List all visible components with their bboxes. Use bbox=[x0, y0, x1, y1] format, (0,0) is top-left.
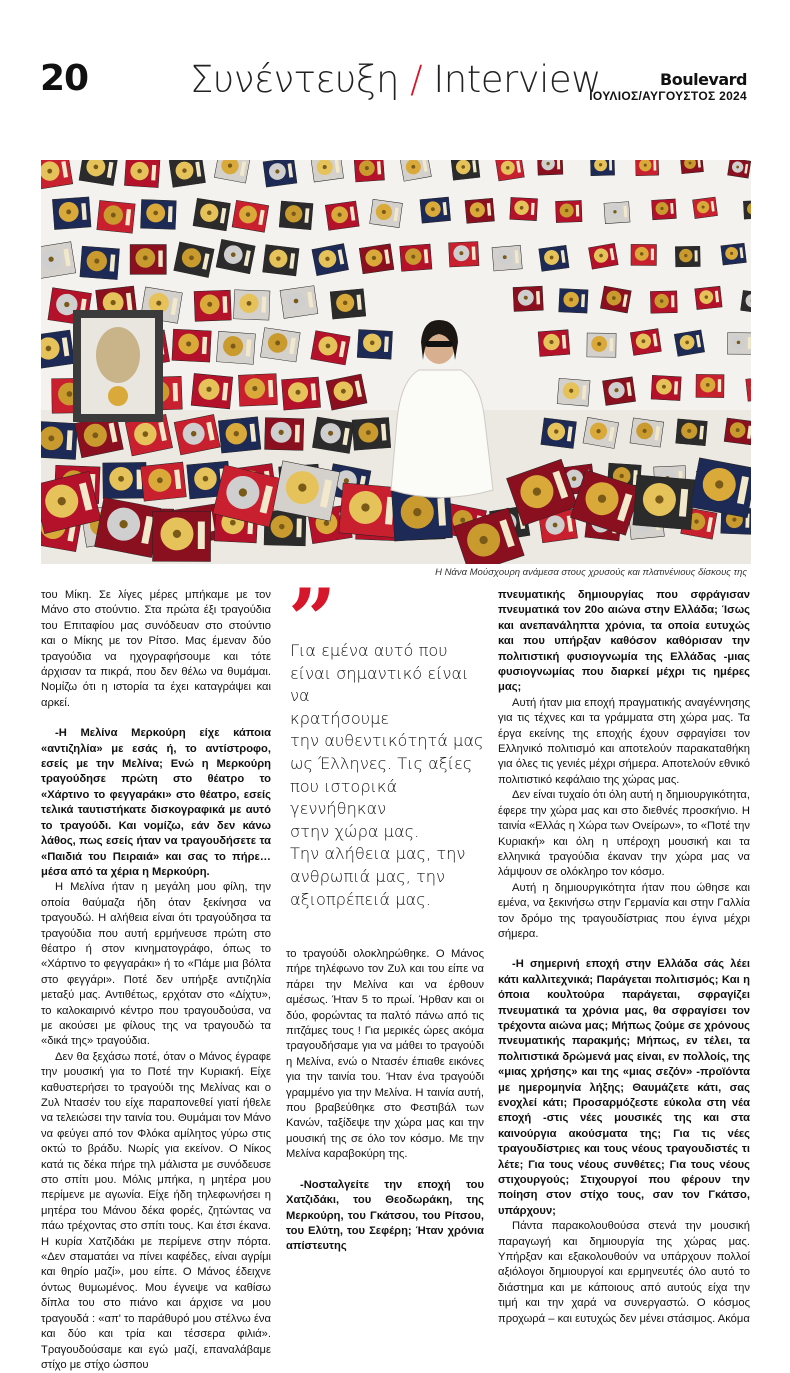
framed-record bbox=[631, 244, 657, 265]
framed-record bbox=[169, 160, 205, 187]
brand-name: Boulevard bbox=[660, 70, 747, 89]
framed-record bbox=[124, 160, 160, 188]
framed-record bbox=[263, 245, 299, 276]
article-column-2 bbox=[286, 947, 484, 1255]
paragraph: Αυτή ήταν μια εποχή πραγματικής αναγέννησης για τις τέχνες και τα γράμματα στη χώρα μας. Τα έργα εκείνης της εποχής έχουν σφραγίσει τον Ελληνικό πολιτισμό και αποτελούν παρακαταθήκη για όλες τις γενιές μέχρι σήμερα. Αποτελούν εθνικό πολιτιστικό κεφάλαιο της χώρας μας. bbox=[498, 696, 750, 786]
framed-record bbox=[721, 243, 747, 265]
framed-record bbox=[357, 329, 392, 359]
framed-record bbox=[600, 286, 631, 313]
framed-record bbox=[538, 330, 570, 357]
framed-record bbox=[191, 373, 233, 408]
framed-record bbox=[265, 418, 304, 451]
article-column-3 bbox=[498, 588, 750, 1327]
framed-record bbox=[153, 511, 211, 561]
interview-question: -Νοσταλγείτε την εποχή του Χατζιδάκι, του Θεοδωράκη, της Μερκούρη, του Γκάτσου, του Ρίτσου, του Ελύτη, του Σεφέρη; Ήταν χρόνια απίστευτης bbox=[286, 1178, 484, 1253]
page-number: 20 bbox=[40, 58, 89, 99]
framed-record bbox=[537, 160, 563, 175]
framed-record bbox=[633, 475, 695, 530]
paragraph: Πάντα παρακολουθούσα στενά την μουσική παραγωγή και δημιουργία της χώρας μας. Υπήρξαν και εξακολουθούν να υπάρχουν πολλοί αξιόλογοι δημιουργοί και ερμηνευτές όλο αυτό το διάστημα και με κάποιους από αυτούς είχα την τιμή και την χαρά να συνεργαστώ. Ο κόσμος προχωρά – και ευτυχώς δεν μένει στάσιμος. Ακόμα bbox=[498, 1220, 750, 1325]
framed-record bbox=[728, 160, 751, 178]
paragraph: Αυτή η δημιουργικότητα ήταν που ώθησε και εμένα, να ξεκινήσω στην Γερμανία και στην Γαλλία τον δρόμο της τραγουδίστριας που έγινα μέχρι σήμερα. bbox=[498, 881, 750, 940]
framed-record bbox=[263, 160, 297, 187]
interview-question: πνευματικής δημιουργίας που σφράγισαν πνευματικά τον 20ο αιώνα στην Ελλάδα; Ίσως και ανεπανάληπτα χρόνια, τα οποία ευτυχώς και που υπήρξαν καθόσον καθόρισαν την πολιτιστική φυσιογνωμία της Ελλάδας -μιας φυσιογνωμίας που διαρκεί μέχρι τις ημέρες μας; bbox=[498, 589, 750, 694]
framed-record bbox=[194, 290, 231, 321]
framed-record bbox=[588, 243, 618, 269]
section-title-greek: Συνέντευξη bbox=[190, 58, 399, 101]
pull-quote-line: Για εμένα αυτό που bbox=[290, 641, 448, 660]
framed-record bbox=[603, 377, 636, 406]
framed-record bbox=[420, 197, 451, 223]
framed-record bbox=[695, 286, 722, 309]
pull-quote-line: στην χώρα μας. bbox=[290, 821, 420, 841]
framed-record bbox=[103, 462, 147, 498]
framed-record bbox=[652, 199, 677, 220]
framed-record bbox=[451, 160, 480, 180]
framed-record bbox=[141, 200, 177, 230]
framed-record bbox=[727, 333, 751, 355]
framed-record bbox=[556, 200, 583, 222]
paragraph: του Μίκη. Σε λίγες μέρες μπήκαμε με τον Μάνο στο στούντιο. Στα πρώτα έξι τραγούδια του Επιταφίου μας συνόδευαν στο στούντιο και ο Μίκης με τον Ρίτσο. Μας έμεναν δύο τραγούδια να ηχογραφήσουμε και τότε άρχισαν τα πικρά, που δεν θέλω να θυμάμαι. Νομίζω ότι η ιστορία τα έχει καταγράψει και αρκεί. bbox=[41, 589, 271, 709]
framed-record bbox=[312, 244, 349, 276]
portrait-frame bbox=[73, 310, 163, 422]
framed-record bbox=[680, 160, 703, 174]
framed-record bbox=[590, 160, 614, 176]
article-photo bbox=[41, 160, 751, 564]
framed-record bbox=[513, 286, 543, 311]
framed-record bbox=[130, 244, 166, 274]
framed-record bbox=[496, 160, 525, 181]
framed-record bbox=[400, 244, 432, 271]
framed-record bbox=[557, 378, 590, 406]
framed-record bbox=[97, 200, 135, 233]
framed-record bbox=[630, 418, 664, 447]
issue-date: ΙΟΥΛΙΟΣ/ΑΥΓΟΥΣΤΟΣ 2024 bbox=[589, 89, 747, 103]
paragraph: Δεν είναι τυχαίο ότι όλη αυτή η δημιουργικότητα, έφερε την χώρα μας και στο διεθνές προσκήνιο. Η ταινία «Ελλάς η Χώρα των Ονείρων», το «Ποτέ την Κυριακή» και όλη η υπέροχη μουσική και τα ελληνικά τραγούδια έκαναν την χώρα μας να λάμψουν σε ολόκληρο τον κόσμο. bbox=[498, 789, 750, 879]
gold-records-photo bbox=[41, 160, 751, 564]
framed-record bbox=[690, 458, 751, 518]
framed-record bbox=[41, 421, 77, 459]
section-title bbox=[190, 58, 601, 101]
framed-record bbox=[541, 418, 577, 449]
pull-quote-line: ως Έλληνες. Τις αξίες bbox=[290, 753, 473, 773]
pull-quote-line: Την αλήθεια μας, την bbox=[290, 844, 466, 864]
article-column-1 bbox=[41, 588, 271, 1373]
framed-record bbox=[140, 462, 186, 501]
framed-record bbox=[80, 246, 120, 280]
pull-quote-line: που ιστορικά γεννήθηκαν bbox=[290, 776, 398, 819]
pull-quote-line: ανθρωπιά μας, την bbox=[290, 866, 446, 886]
framed-record bbox=[218, 417, 261, 453]
framed-record bbox=[743, 200, 751, 219]
framed-record bbox=[674, 330, 704, 356]
pull-quote-line: την αυθεντικότητά μας bbox=[290, 731, 484, 751]
framed-record bbox=[635, 160, 658, 176]
framed-record bbox=[41, 242, 76, 279]
framed-record bbox=[216, 331, 255, 364]
framed-record bbox=[193, 198, 230, 231]
framed-record bbox=[510, 197, 538, 220]
framed-record bbox=[330, 289, 366, 319]
framed-record bbox=[539, 245, 569, 271]
framed-record bbox=[282, 377, 321, 410]
framed-record bbox=[559, 289, 588, 314]
framed-record bbox=[234, 290, 270, 320]
framed-record bbox=[693, 197, 718, 219]
framed-record bbox=[325, 201, 359, 230]
framed-record bbox=[95, 497, 161, 557]
framed-record bbox=[238, 374, 277, 407]
framed-record bbox=[232, 200, 269, 232]
framed-record bbox=[273, 461, 340, 521]
framed-record bbox=[370, 199, 403, 227]
framed-record bbox=[260, 328, 300, 362]
framed-record bbox=[492, 245, 522, 271]
framed-record bbox=[650, 291, 677, 313]
quote-mark-icon: ” bbox=[288, 570, 337, 669]
framed-record bbox=[41, 330, 75, 369]
framed-record bbox=[280, 286, 318, 319]
framed-record bbox=[312, 417, 354, 453]
framed-record bbox=[724, 418, 751, 445]
framed-record bbox=[465, 198, 495, 223]
pull-quote-line: κρατήσουμε bbox=[290, 708, 390, 728]
pull-quote-line: αξιοπρέπειά μας. bbox=[290, 889, 431, 909]
framed-record bbox=[604, 202, 630, 224]
framed-record bbox=[651, 375, 681, 400]
framed-record bbox=[630, 329, 661, 356]
framed-record bbox=[675, 246, 700, 267]
framed-record bbox=[52, 197, 91, 230]
paragraph: το τραγούδι ολοκληρώθηκε. Ο Μάνος πήρε τηλέφωνο τον Ζυλ και του είπε να πάρει την Μελίνα και να έρθουν αμέσως. Ήταν 5 το πρωί. Ήρθαν και οι δύο, φορώντας τα παλτό πάνω από τις πιτζάμες τους ! Για μερικές ώρες ακόμα τραγουδήσαμε για να μάθει το τραγούδι η Μελίνα, ενώ ο Ντασέν έπιαθε εικόνες για την ταινία του. Ήταν ένα τραγούδι γραμμένο για την Μελίνα. Η ταινία αυτή, που βραβεύθηκε στο Φεστιβάλ των Κανών, ταξίδεψε την χώρα μας και την μουσική της σε όλο τον κόσμο. Με την Μελίνα καραβοκύρη της. bbox=[286, 948, 484, 1161]
interview-question: -Η σημερινή εποχή στην Ελλάδα σάς λέει κάτι καλλιτεχνικά; Παράγεται πολιτισμός; Και η όποια κουλτούρα παράγεται, σφραγίζει πνευματικά τα χρόνια μας, θα σφραγίσει τον τρέχοντα αιώνα μας; Μήπως ζούμε σε χρόνους πνευματικής παρακμής; Μήπως, εν τέλει, τα πολιτιστικά δρώμενά μας είναι, εν πολλοίς, της «μιας χρήσης» και της «μιας σεζόν» -προϊόντα με ημερομηνία λήξης; Θαυμάζετε κάτι, σας ενοχλεί κάτι; Προσαρμόζεστε εύκολα στη νέα εποχή -στις νέες μουσικές της και στα καινούργια ακούσματα της; Για τις νέες τραγουδίστριες και τους νέους τραγουδιστές τι λέτε; Για τους νέους συνθέτες; Για τους νέους στιχουργούς; Στιχουργοί που φέρουν την ποίηση στον στίχο τους, σαν τον Γκάτσο, υπάρχουν; bbox=[498, 958, 750, 1217]
interview-question: -Η Μελίνα Μερκούρη είχε κάποια «αντιζηλία» με εσάς ή, το αντίστροφο, εσείς με την Μελίνα; Ενώ η Μερκούρη τραγούδησε πρώτη στο θέατρο το «Χάρτινο το φεγγαράκι» στο θέατρο, εσείς τελικά ταυτιστήκατε δισκογραφικά με αυτό το τραγούδι. Και νομίζω, εάν δεν κάνω λάθος, πως εσείς ήταν να τραγουδήσετε τα «Παιδιά του Πειραιά» και σας το πήρε…μέσα από τα χέρια η Μερκούρη. bbox=[41, 727, 271, 878]
pull-quote-line: είναι σημαντικό είναι να bbox=[290, 663, 469, 706]
pull-quote bbox=[290, 640, 490, 911]
framed-record bbox=[583, 417, 619, 448]
framed-record bbox=[676, 419, 708, 446]
framed-record bbox=[449, 242, 479, 267]
framed-record bbox=[279, 201, 313, 230]
section-title-english: Interview bbox=[433, 58, 601, 101]
masthead bbox=[589, 70, 747, 103]
framed-record bbox=[359, 244, 394, 274]
framed-record bbox=[354, 160, 384, 182]
paragraph: Η Μελίνα ήταν η μεγάλη μου φίλη, την οποία θαύμαζα ήδη όταν ξεκίνησα να τραγουδώ. Η αλήθεια είναι ότι τραγούδησα τα τραγούδια που αυτή ερμήνευσε πρώτη στο θέατρο ή στον κινηματογράφο, όπως το «Χάρτινο το φεγγαράκι» ή το «Πάμε μια βόλτα στο φεγγάρι». Ποτέ δεν υπήρξε αντιζηλία μεταξύ μας. Αντιθέτως, ερχόταν στο «Δίχτυ», το καλοκαιρινό κέντρο που τραγουδούσα, να με ακούσει με φίλους της να τραγουδώ τα «δικά της» τραγούδια. bbox=[41, 881, 271, 1048]
framed-record bbox=[352, 417, 391, 450]
photo-caption: Η Νάνα Μούσχουρη ανάμεσα στους χρυσούς και πλατινένιους δίσκους της bbox=[435, 567, 747, 578]
framed-record bbox=[587, 333, 616, 357]
framed-record bbox=[172, 329, 211, 362]
framed-record bbox=[311, 331, 350, 365]
framed-record bbox=[311, 160, 344, 182]
section-slash: / bbox=[410, 58, 423, 101]
framed-record bbox=[696, 374, 724, 397]
paragraph: Δεν θα ξεχάσω ποτέ, όταν ο Μάνος έγραφε την μουσική για το Ποτέ την Κυριακή. Είχε καθυστερήσει το τραγούδι της Μελίνας και ο Ζυλ Ντασέν του είχε παραπονεθεί γιατί ήθελε να τελειώσει την ταινία του. Θυμάμαι τον Μάνο να φεύγει από τον Φλόκα αμίλητος γύρω στις οκτώ το βράδυ. Νωρίς για εκείνον. Ο Νίκος κατά τις δέκα πήρε τηλ μάλιστα με συνόδευσε στο σπίτι μου. Μόλις μπήκα, η μητέρα μου περίμενε με αγωνία. Είχε ήδη τηλεφωνήσει η μητέρα του Μάνου δέκα φορές, ζητώντας να πάω τρέχοντας στο σπίτι τους. Και έτσι έκανα. Η κυρία Χατζιδάκι με περίμενε στην πόρτα. «Δεν σταματάει να πίνει καφέδες, είναι αγρίμι και θηρίο μαζί», μου είπε. Ο Μάνος έδειχνε όντως θυμωμένος. Μου έγνεψε να καθίσω δίπλα του στο πιάνο και άρχισε να μου τραγουδά : «απ' το παράθυρό μου στέλνω ένα και δύο και τρία και τέσσερα φιλιά». Τραγουδούσαμε και εγώ μαζί, επαναλάβαμε στίχο με στίχο ώσπου bbox=[41, 1050, 271, 1371]
